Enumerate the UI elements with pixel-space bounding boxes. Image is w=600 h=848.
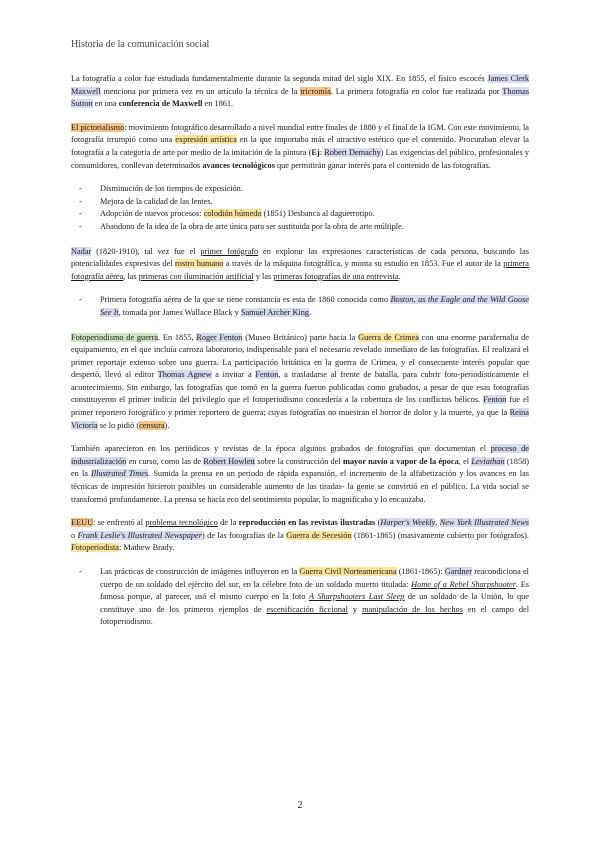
text: menciona por primera vez en un artículo la técnica de la [100,86,301,96]
text: en la que importaba más el atractivo estético que el contenido. Procuraban elevar la fotografía a la categoría de arte por medio de la imitación de la pintura ( [71,135,529,157]
highlight-nadar: Nadar [71,246,92,256]
highlight-colodion: colodión húmedo [203,209,262,219]
highlight-maxwell: James Clerk Maxwell [71,74,529,96]
text: ( [375,518,381,528]
text: en 1861. [202,99,234,109]
highlight-proceso: proceso de industrialización [71,444,529,466]
bold-vapor: mayor navío a vapor de la época [342,456,459,466]
text: . En 1855, [158,332,197,342]
highlight-fenton: Fenton [483,395,507,405]
text: Adopción de nuevos procesos: [100,209,204,219]
text: La fotografía a color fue estudiada fundamentalmente durante la segunda mitad del siglo XIX. En 1855, el físico escocés [71,74,488,83]
highlight-sutton: Thomas Sutton [71,86,529,109]
text: ). [164,420,170,430]
page-number: 2 [297,800,303,811]
bold-conferencia: conferencia de Maxwell [118,99,203,109]
list-technical-advances [71,183,529,233]
paragraph-color-photography [71,73,529,111]
underline-aerea: primera fotografía aérea [71,259,529,281]
highlight-fenton: Fenton [255,370,279,380]
underline-primer-fotografo: primer fotógrafo [200,246,259,256]
text: (1858) en la [71,456,530,479]
text: , el [458,456,472,466]
highlight-boston: Boston, as the Eagle and the Wild Goose See It [100,295,529,317]
text: o [71,530,78,540]
paragraph-industrializacion [71,443,529,506]
underline-last-sleep: A Sharpshooters Last Sleep [308,592,405,602]
text: (1851) Desbanca al daguerrotipo. [261,209,375,219]
text: fue el primer reportero fotográfico y primer reportero de guerra; cuyas fotografías no muestran el horror de dolor y la muerte, ya que la [71,395,529,418]
underline-iluminacion: primeras con iluminación artificial [138,271,254,281]
highlight-agnew: Thomas Agnew [157,370,212,380]
underline-escenificacion: escenificación ficcional [266,604,348,614]
list-item [71,294,529,319]
text: ) de las fotografías de la [201,530,287,540]
highlight-crimea: Guerra de Crimea [358,332,419,342]
text: (1820-1910), tal vez fue el [91,246,201,256]
text: , tomada por James Wallace Black y [118,307,241,317]
highlight-fotoperiodismo: Fotoperiodismo de guerra [71,332,159,342]
highlight-demachy: Robert Demachy [324,147,381,157]
text: en una [92,99,119,109]
text: También aparecieron en los periódicos y revistas de la época algunos grabados de fotografías que documentan el [71,444,491,454]
highlight-eeuu: EEUU [71,518,94,528]
text: reacondiciona el cuerpo de un soldado del ejército del sur, en la célebre foto de un soldado muerto titulada: [100,567,529,589]
paragraph-pictorialismo [71,122,529,172]
bold-ej: Ej [311,147,320,157]
highlight-king: Samuel Archer King [240,307,310,317]
text: y las [253,271,274,281]
highlight-harpers: Harper's Weekly [380,518,436,528]
bold-reproduccion: reproducción en las revistas ilustradas [238,518,376,528]
text: . [398,271,401,281]
text: en el campo del fotoperiodismo. [100,604,529,627]
highlight-civil-war: Guerra Civil Norteamericana [299,567,397,576]
highlight-tricromia: tricromía [300,86,331,96]
bold-avances: avances tecnológicos [202,160,275,170]
text: . La primera fotografía en color fue realizada por [330,86,503,96]
text: (1861-1865) (masivamente cubierto por fotógrafos). [351,530,529,540]
text: (1861-1865): [396,567,445,576]
text: : Mathew Brady. [118,543,175,553]
text: . Es famosa porque, al parecer, usó el mismo cuerpo en la foto [100,579,529,602]
text: . [309,307,312,317]
page-header-title: Historia de la comunicación social [71,39,210,50]
highlight-expresion: expresión artística [175,135,237,145]
text: a través de la máquina fotográfica, y monta su estudio en 1853. Fue el autor de la [223,259,504,269]
highlight-leviathan: Leviathan [471,456,505,466]
list-item: - Abandono de la idea de la obra de arte única para ser sustituida por la obra de arte múltiple. [71,221,529,234]
text: y [347,604,363,614]
text: : [319,147,325,157]
text: , [435,518,440,528]
text: Primera fotografía aérea de la que se tiene constancia es esta de 1860 conocida como [100,295,391,305]
list-item [71,566,529,629]
underline-home-rebel: Home of a Rebel Sharpshooter [411,579,516,589]
highlight-illustrated-times: Illustrated Times [91,469,149,479]
paragraph-fotoperiodismo [71,332,529,433]
highlight-fotoperiodista: Fotoperiodista [71,543,119,553]
highlight-nyin: New York Illustrated News [439,518,529,528]
text: con una enorme parafernalia de equipamiento, en el que incluía carroza laboratorio, indispensable para el necesario revelado inmediato de las fotografías. El realizará el primer reportaje extenso sobre una guerra. La participación británica en la guerra de Crimea, y el consecuente interés popular que despertó, llevó al editor [71,332,529,380]
text: , las [123,271,139,281]
text: , a trasladarse al frente de batalla, para cubrir foto-periodísticamente el acontecimiento. Sin embargo, las fotografías que tomó en la guerra fueron publicadas como grabados, a pesar de que esas fotografías constituyeron el primer indicio del privilegio que el fotoperiodismo concedería a la cobertura de los conflictos bélicos. [71,370,529,405]
text: de un soldado de la Unión, lo que constituye uno de los primeros ejemplos de [100,592,529,614]
paragraph-eeuu [71,517,529,555]
document-body [71,73,529,641]
text: se lo pidió ( [97,420,140,430]
highlight-fenton: Roger Fenton [196,332,243,342]
highlight-howlett: Robert Howlett [203,456,256,466]
list-civil-war [71,566,529,629]
highlight-gardner: Gardner [444,567,472,576]
text: en explorar las expresiones características de cada persona, buscando las potencialidades expresivas del [71,246,529,269]
text: que permitirán ganar interés para el contenido de las fotografías. [274,160,491,170]
paragraph-nadar [71,246,529,284]
text: (Museo Británico) parte hacia la [242,332,359,342]
text: : se enfrentó al [93,518,146,528]
list-item: - Disminución de los tiempos de exposición. [71,183,529,196]
text: sobre la construcción del [255,456,343,466]
text: . Sumida la prensa en un periodo de rápida expansión, el incremento de la alfabetización y los avances en las técnicas de impresión hicieron posibles un considerable aumento de las tiradas- la gente se convirtió en el público. La vida social se transformó profundamente. La prensa se hacía eco del sentimiento popular, lo magnificaba y lo encauzaba. [71,469,530,504]
list-aerial-photo [71,294,529,319]
text: : movimiento fotográfico desarrollado a nivel mundial entre finales de 1880 y el final de la IGM. Con este movimiento, la fotografía irrumpió como una [71,122,529,145]
text: Las prácticas de construcción de imágenes influyeron en la [100,567,300,576]
highlight-rostro: rostro humano [174,259,224,269]
underline-entrevista: primeras fotografías de una entrevista [273,271,399,281]
highlight-victoria: Reina Victoria [71,408,529,430]
highlight-pictorialismo: El pictorialismo [71,122,125,132]
text: en curso, como las de [126,456,204,466]
text: a invitar a [211,370,256,380]
text: de la [217,518,239,528]
text: ) Las exigencias del público, profesionales y consumidores, conllevan determinados [71,147,529,170]
list-item: - Mejora de la calidad de las lentes. [71,196,529,209]
underline-problema: problema tecnológico [145,518,218,528]
highlight-censura: censura [139,420,165,430]
list-item [71,208,529,221]
highlight-leslie: Frank Leslie's Illustrated Newspaper [77,530,202,540]
underline-manipulacion: manipulación de los hechos [362,604,463,614]
highlight-secesion: Guerra de Secesión [286,530,352,540]
